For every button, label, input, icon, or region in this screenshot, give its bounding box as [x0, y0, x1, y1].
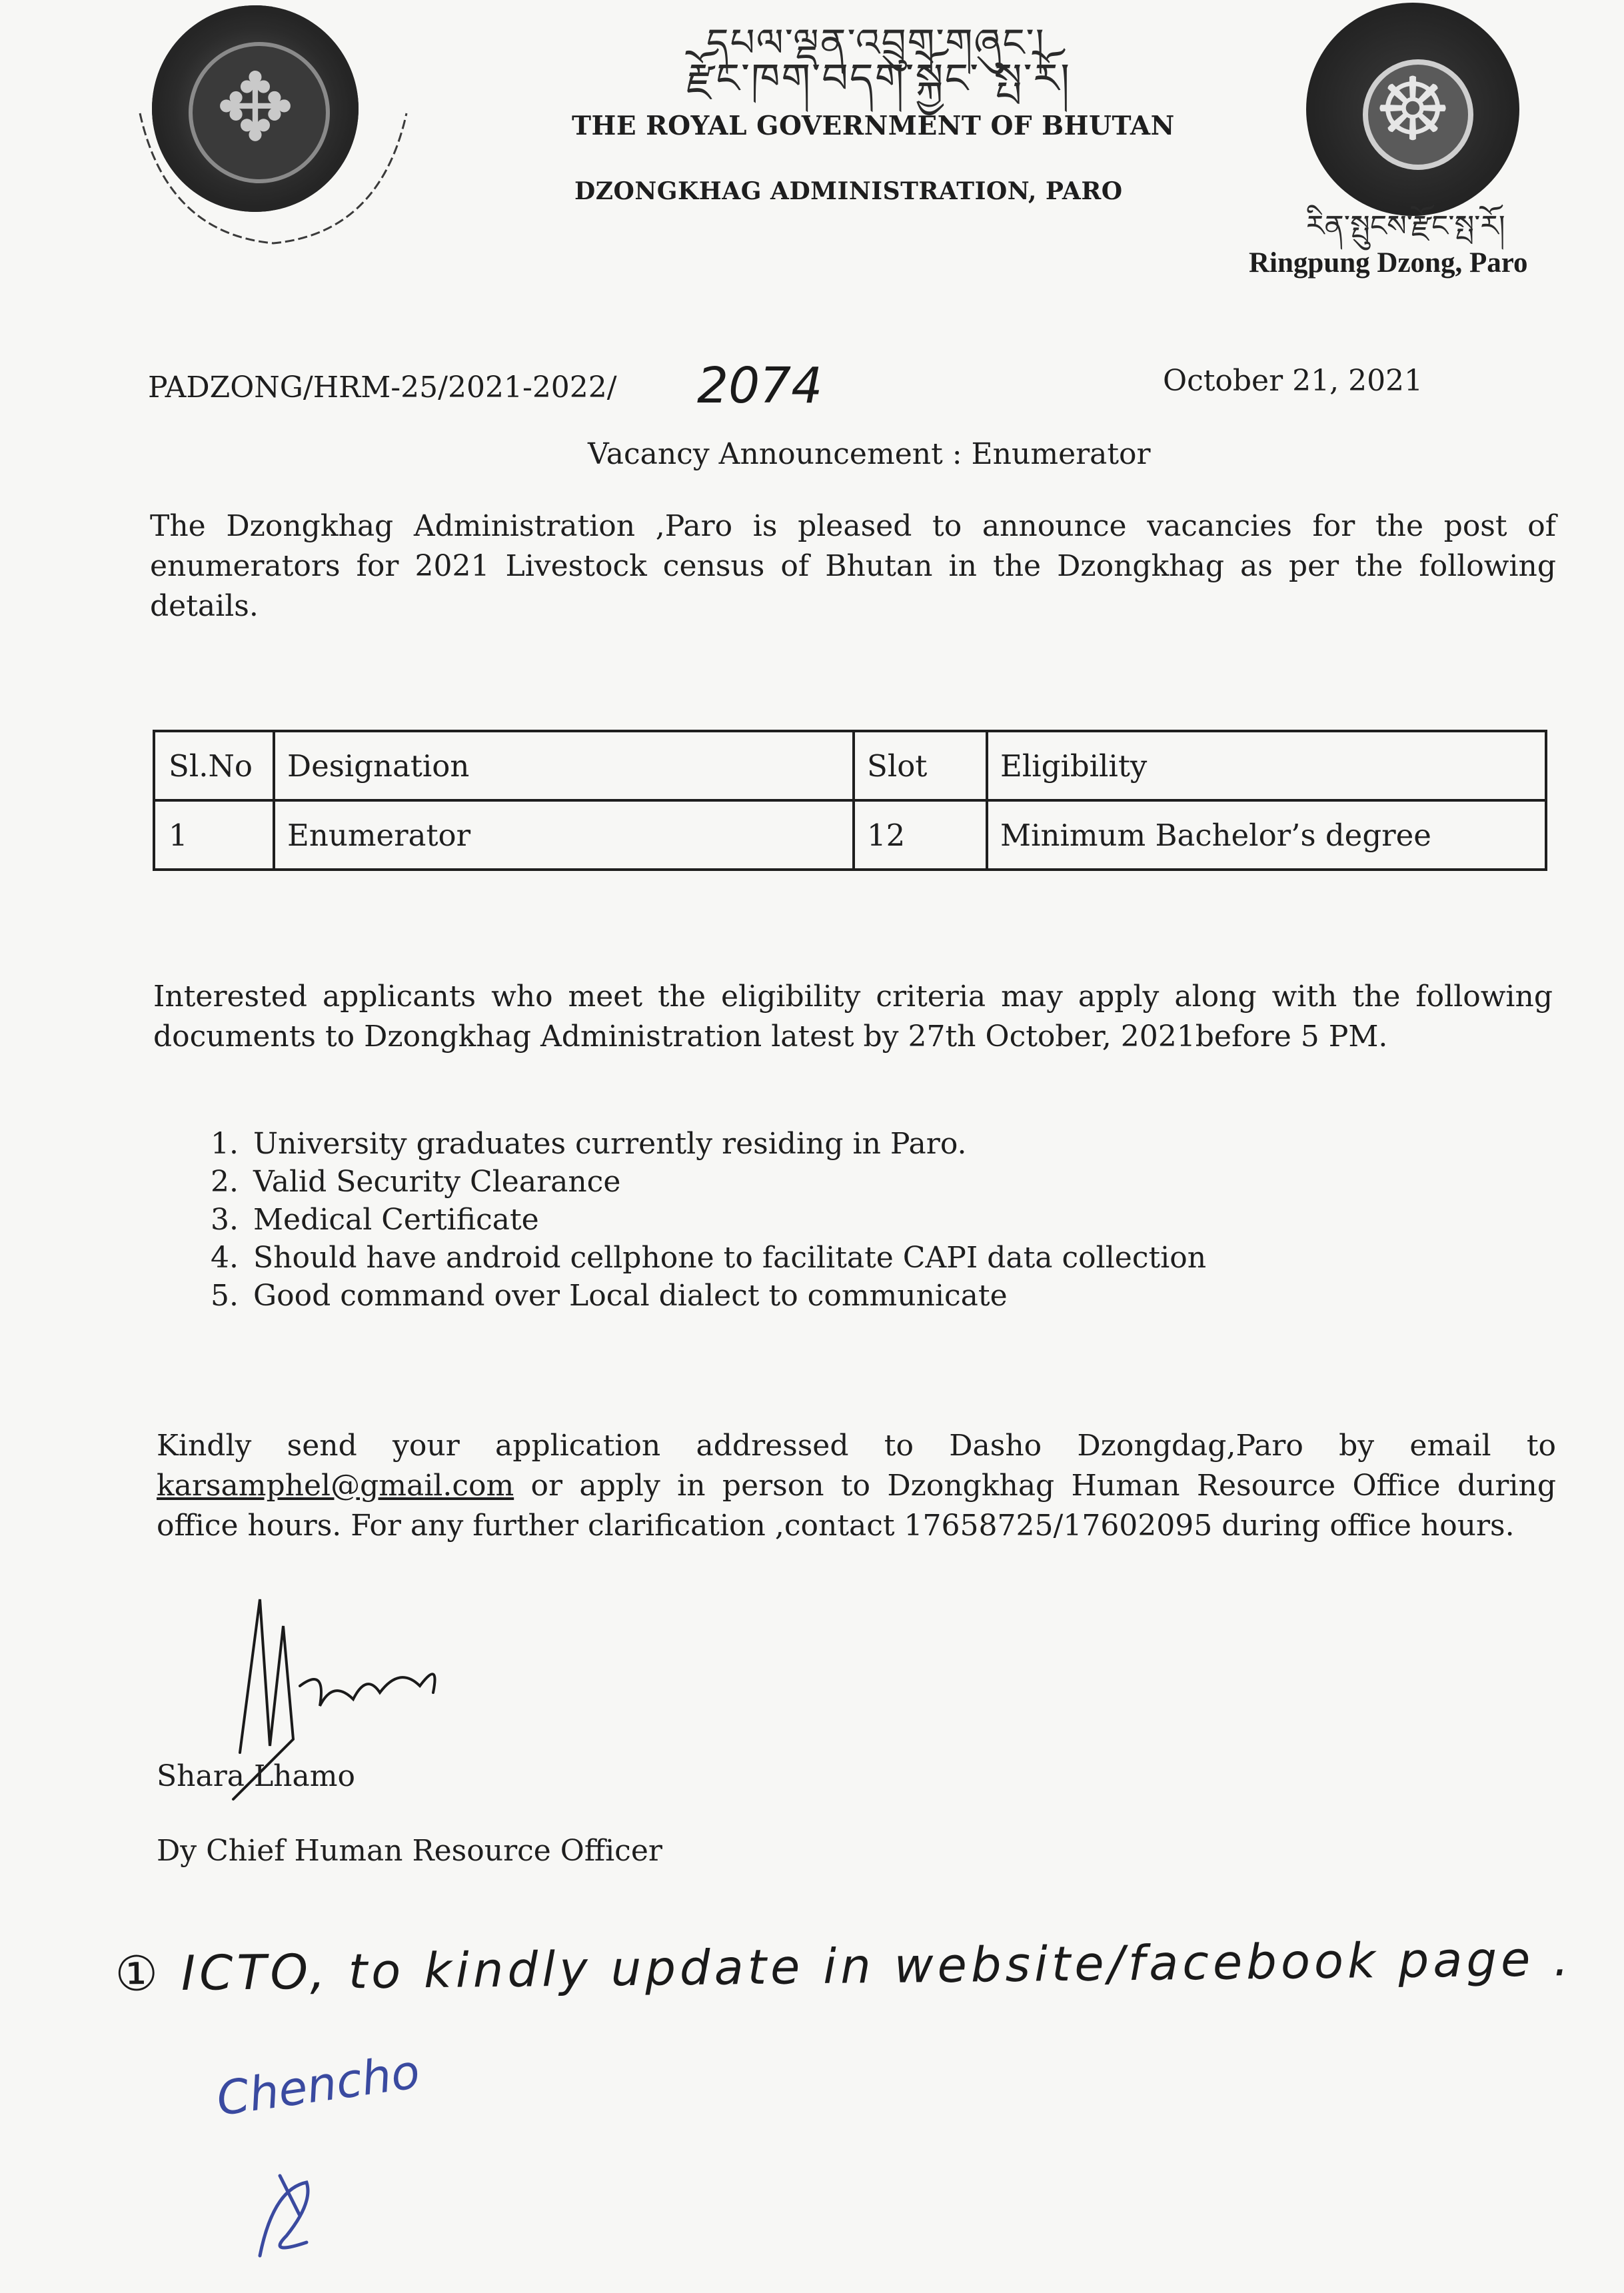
- intro-paragraph: The Dzongkhag Administration ,Paro is pleased to announce vacancies for the post of enumerators for 2021 Livestock census of Bhutan in the Dzongkhag as per the following details.: [150, 509, 1556, 623]
- list-item: 2. Valid Security Clearance: [248, 1163, 1206, 1201]
- crossed-vajra-icon: ✥: [216, 54, 295, 163]
- seal-arc-inscription: [127, 100, 420, 260]
- header-designation: Designation: [274, 731, 854, 800]
- header-slot: Slot: [854, 731, 987, 800]
- administration-name: DZONGKHAG ADMINISTRATION, PARO: [574, 177, 1123, 205]
- dharma-wheel-emblem: [1306, 3, 1519, 216]
- handwritten-initials: Chencho: [213, 2044, 423, 2127]
- signer-title: Dy Chief Human Resource Officer: [157, 1834, 662, 1868]
- table-row: [154, 800, 1546, 870]
- contact-text-after: or apply in person to Dzongkhag Human Resource Office during office hours. For any further clarification ,contact 17658725/17602095 during office hours.: [157, 1469, 1556, 1543]
- handwritten-note: ① ICTO, to kindly update in website/facebook page .: [115, 1930, 1573, 2002]
- list-item: 5. Good command over Local dialect to communicate: [248, 1277, 1206, 1315]
- tibetan-place-name: རིན་སྤུངས་རྫོང་སྤ་རོ།: [1306, 209, 1505, 243]
- signer-name: Shara Lhamo: [157, 1759, 355, 1793]
- cell-eligibility: Minimum Bachelor’s degree: [987, 800, 1546, 870]
- tibetan-administration-title: རྫོང་ཁག་བདག་སྐྱོང་ སྤ་རོ།: [686, 54, 1072, 103]
- cell-designation: Enumerator: [274, 800, 854, 870]
- vacancy-table: [153, 730, 1547, 871]
- initials-scribble: [247, 2162, 327, 2262]
- letter-subject: Vacancy Announcement : Enumerator: [588, 437, 1151, 471]
- list-item: 4. Should have android cellphone to facilitate CAPI data collection: [248, 1239, 1206, 1277]
- government-name: THE ROYAL GOVERNMENT OF BHUTAN: [572, 111, 1175, 141]
- swirl-icon: ☸: [1373, 59, 1452, 160]
- list-item: 3. Medical Certificate: [248, 1201, 1206, 1239]
- reference-number: PADZONG/HRM-25/2021-2022/: [148, 371, 617, 404]
- contact-text-before: Kindly send your application addressed to Dasho Dzongdag,Paro by email to: [157, 1429, 1556, 1463]
- list-item: 1. University graduates currently residing in Paro.: [248, 1125, 1206, 1163]
- cell-sl-no: 1: [154, 800, 274, 870]
- table-header-row: [154, 731, 1546, 800]
- place-name: Ringpung Dzong, Paro: [1249, 247, 1528, 279]
- cell-slot: 12: [854, 800, 987, 870]
- header-sl-no: Sl.No: [154, 731, 274, 800]
- reference-handwritten-number: 2074: [697, 357, 823, 414]
- requirements-list: [200, 1125, 1206, 1315]
- email-link[interactable]: karsamphel@gmail.com: [157, 1469, 514, 1503]
- tibetan-government-title: དཔལ་ལྡན་འབྲུག་གཞུང་།: [706, 20, 1046, 65]
- letter-date: October 21, 2021: [1163, 364, 1423, 398]
- header-eligibility: Eligibility: [987, 731, 1546, 800]
- contact-paragraph: [157, 1426, 1556, 1546]
- application-paragraph: Interested applicants who meet the eligibility criteria may apply along with the following documents to Dzongkhag Administration latest by 27th October, 2021before 5 PM.: [153, 980, 1553, 1054]
